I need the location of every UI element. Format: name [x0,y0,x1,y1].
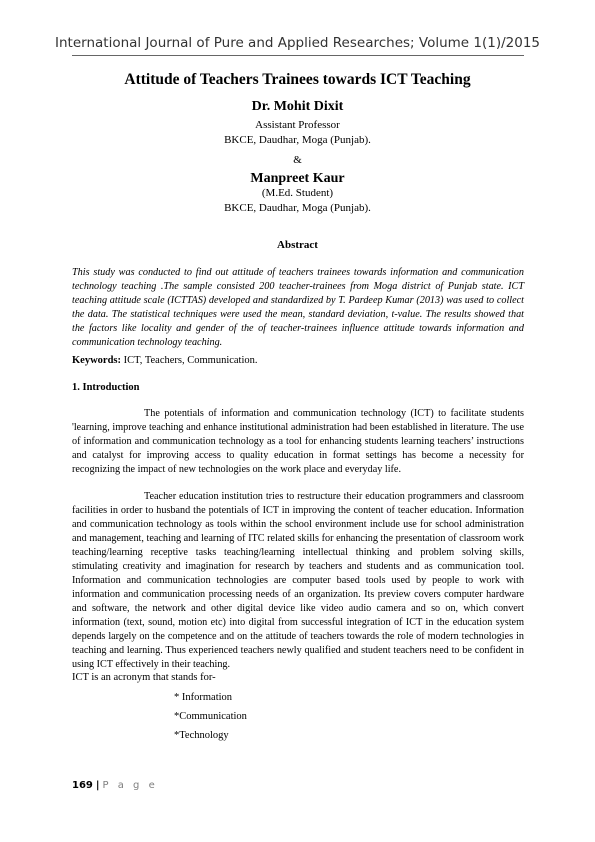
list-item: *Technology [174,730,229,741]
author-2-role: (M.Ed. Student) [261,187,334,199]
author-1-affiliation: BKCE, Daudhar, Moga (Punjab). [224,134,371,146]
author-1-role: Assistant Professor [255,119,340,131]
list-item: * Information [174,692,233,703]
journal-header: International Journal of Pure and Applied Researches; Volume 1(1)/2015 [55,35,540,51]
page-footer [72,780,158,791]
intro-paragraph-1 [72,407,524,477]
acronym-lead: ICT is an acronym that stands for- [72,672,216,683]
abstract-heading: Abstract [277,239,318,251]
keywords-line [72,355,258,366]
page-number: 169 [72,780,93,791]
header-divider [72,55,524,56]
paper-title: Attitude of Teachers Trainees towards ICT Teaching [124,71,471,88]
keywords-label: Keywords: [72,355,121,366]
section-heading: 1. Introduction [72,382,140,393]
page-label: P a g e [102,780,158,791]
author-separator: & [293,154,302,166]
author-2-affiliation: BKCE, Daudhar, Moga (Punjab). [224,202,371,214]
author-1-name: Dr. Mohit Dixit [251,99,344,114]
intro-paragraph-2-text: Teacher education institution tries to restructure their education programmers and classroom facilities in order to husband the potentials of ICT in improving the content of teacher education. Information and communication technology as tools within the school environment include use for school administration and management, teaching and learning of ITC related skills for enhancing the presentation of classroom work teaching/learning receptive tasks teaching/learning intellectual thinking and problem solving skills, stimulating creativity and imagination for research by teachers and students and as communication tool. Information and communication technologies are computer based tools used by people to work with information and communication processing needs of an organization. Its preview covers computer hardware and software, the network and other digital device like video audio camera and so on, which convert information (text, sound, motion etc) into digital from successful integration of ICT in the education system depends largely on the competence and on the attitude of teachers towards the role of modern technologies in teaching and learning. Thus experienced teachers newly qualified and student teachers need to be confident in using ICT effectively in their teaching. [72,491,524,670]
intro-paragraph-1-text: The potentials of information and communication technology (ICT) to facilitate students 'learning, improve teaching and enhance institutional administration had been established in literature. The use of information and communication technology as a tool for enhancing students learning teachers’ instructions and catalyst for improving access to quality education in format settings has become a necessity for recognizing the impact of new technologies on the work place and everyday life. [72,408,524,475]
list-item: *Communication [174,711,247,722]
abstract-text: This study was conducted to find out attitude of teachers trainees towards information and communication technology teaching .The sample consisted 200 teacher-trainees from Moga district of Punjab state. ICT teaching attitude scale (ICTTAS) developed and standardized by T. Pardeep Kumar (2013) was used to collect the data. The statistical techniques were used the mean, standard deviation, t-value. The results showed that the factors like locality and gender of the of teacher-trainees influence attitude towards information and communication technology teaching. [72,267,524,348]
intro-paragraph-2 [72,490,524,672]
author-2-name: Manpreet Kaur [250,171,345,186]
footer-separator: | [95,780,100,791]
keywords-text: ICT, Teachers, Communication. [121,355,258,366]
